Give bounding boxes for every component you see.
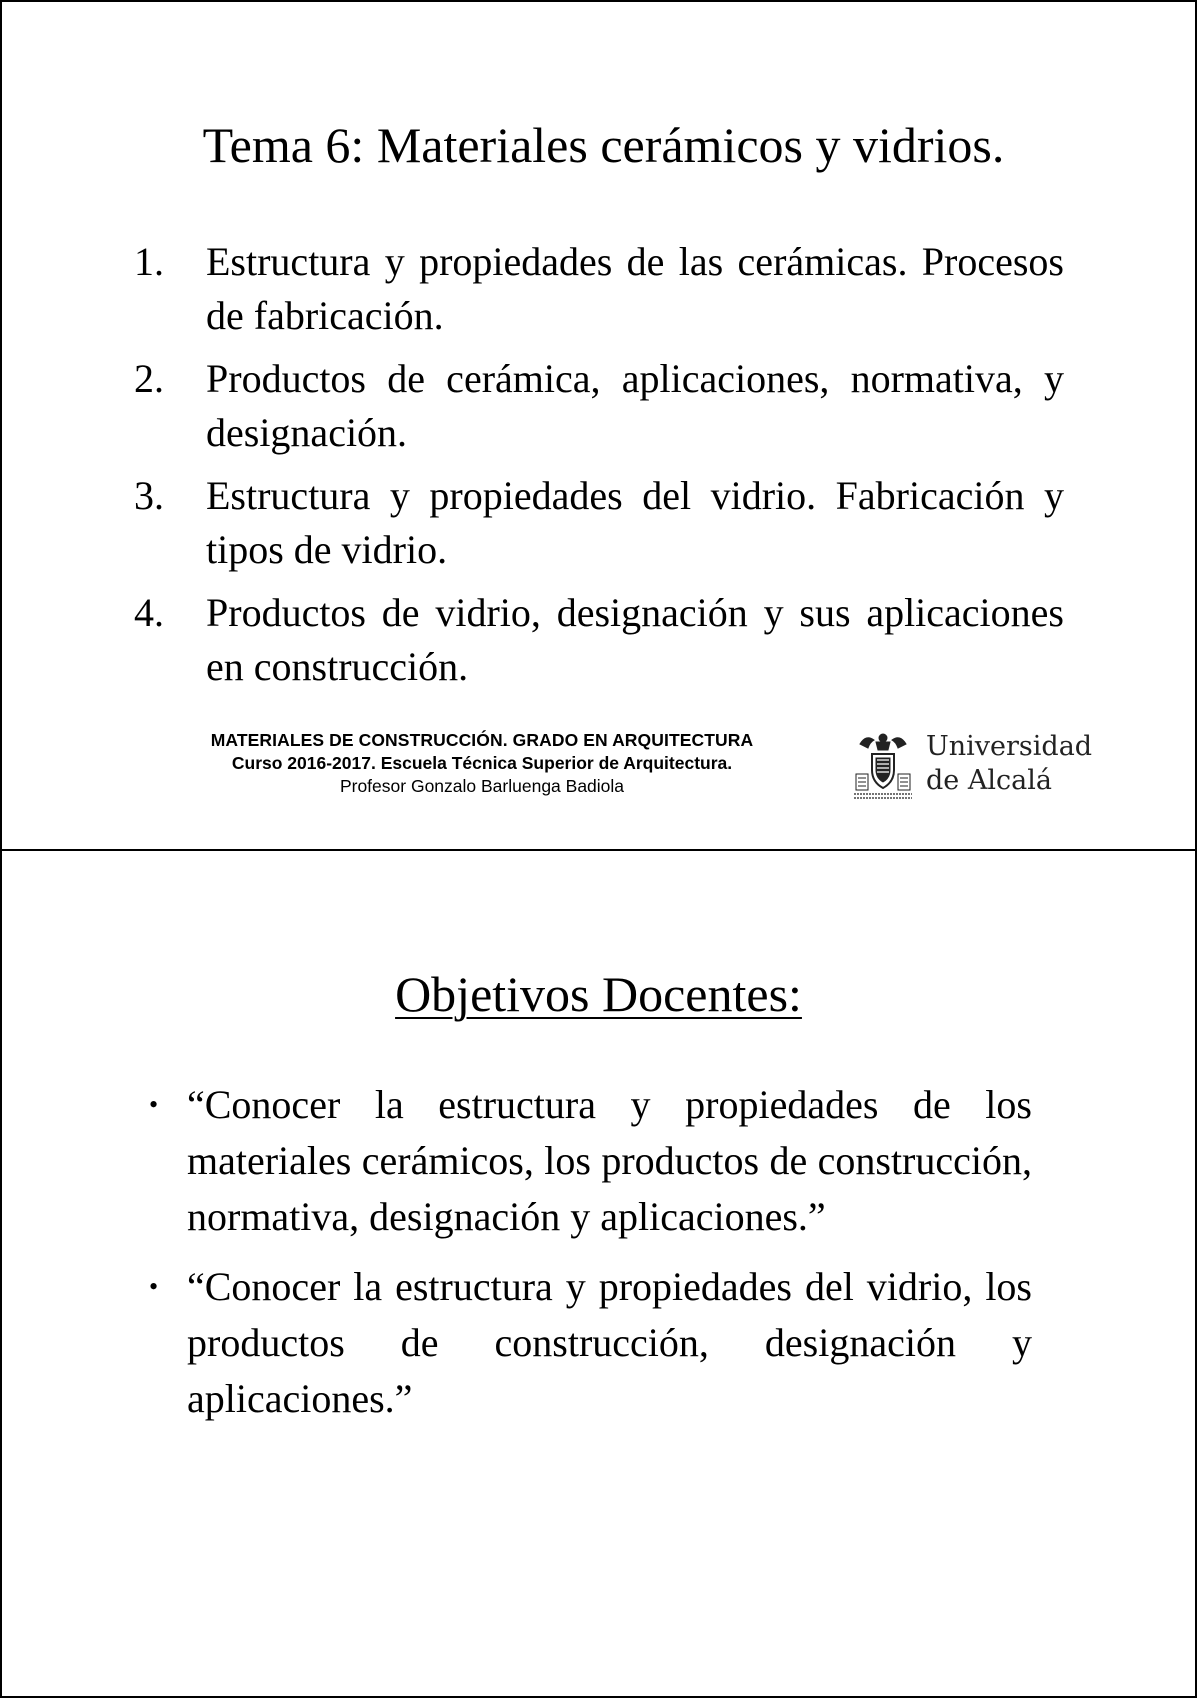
topic-text: Productos de cerámica, aplicaciones, normativa, y designación. bbox=[206, 356, 1064, 455]
topic-text: Estructura y propiedades del vidrio. Fabricación y tipos de vidrio. bbox=[206, 473, 1064, 572]
objective-text: “Conocer la estructura y propiedades de los materiales cerámicos, los productos de construcción, normativa, designación y aplicaciones.” bbox=[187, 1082, 1032, 1239]
course-footer bbox=[162, 729, 802, 798]
topic-number: 4. bbox=[134, 590, 164, 635]
slide-2-title-text: Objetivos Docentes: bbox=[395, 966, 802, 1022]
footer-professor: Profesor Gonzalo Barluenga Badiola bbox=[339, 776, 625, 796]
objective-text: “Conocer la estructura y propiedades del vidrio, los productos de construcción, designación y aplicaciones.” bbox=[187, 1264, 1032, 1421]
objective-item-2 bbox=[147, 1259, 1032, 1427]
footer-course-name: MATERIALES DE CONSTRUCCIÓN. GRADO EN ARQUITECTURA bbox=[210, 730, 754, 750]
objectives-list bbox=[147, 1077, 1032, 1441]
footer-course-year: Curso 2016-2017. Escuela Técnica Superior de Arquitectura. bbox=[231, 753, 733, 773]
university-name bbox=[926, 730, 1092, 798]
topic-number: 1. bbox=[134, 239, 164, 284]
topic-text: Productos de vidrio, designación y sus aplicaciones en construcción. bbox=[206, 590, 1064, 689]
slide-2-title bbox=[2, 966, 1195, 1022]
topic-item-4 bbox=[134, 586, 1064, 694]
university-crest-icon bbox=[854, 730, 912, 800]
topic-item-1 bbox=[134, 235, 1064, 343]
slide-1-title: Tema 6: Materiales cerámicos y vidrios. bbox=[202, 117, 1005, 173]
slide-2 bbox=[0, 849, 1197, 1698]
slide-1 bbox=[0, 0, 1197, 851]
university-logo bbox=[854, 730, 1094, 800]
university-name-line-2: de Alcalá bbox=[926, 765, 1052, 796]
topic-text: Estructura y propiedades de las cerámicas. Procesos de fabricación. bbox=[206, 239, 1064, 338]
topics-list bbox=[134, 235, 1064, 703]
bullet-icon: • bbox=[149, 1090, 159, 1119]
objective-item-1 bbox=[147, 1077, 1032, 1245]
topic-number: 3. bbox=[134, 473, 164, 518]
topic-item-3 bbox=[134, 469, 1064, 577]
bullet-icon: • bbox=[149, 1272, 159, 1301]
topic-item-2 bbox=[134, 352, 1064, 460]
topic-number: 2. bbox=[134, 356, 164, 401]
university-name-line-1: Universidad bbox=[926, 731, 1093, 762]
